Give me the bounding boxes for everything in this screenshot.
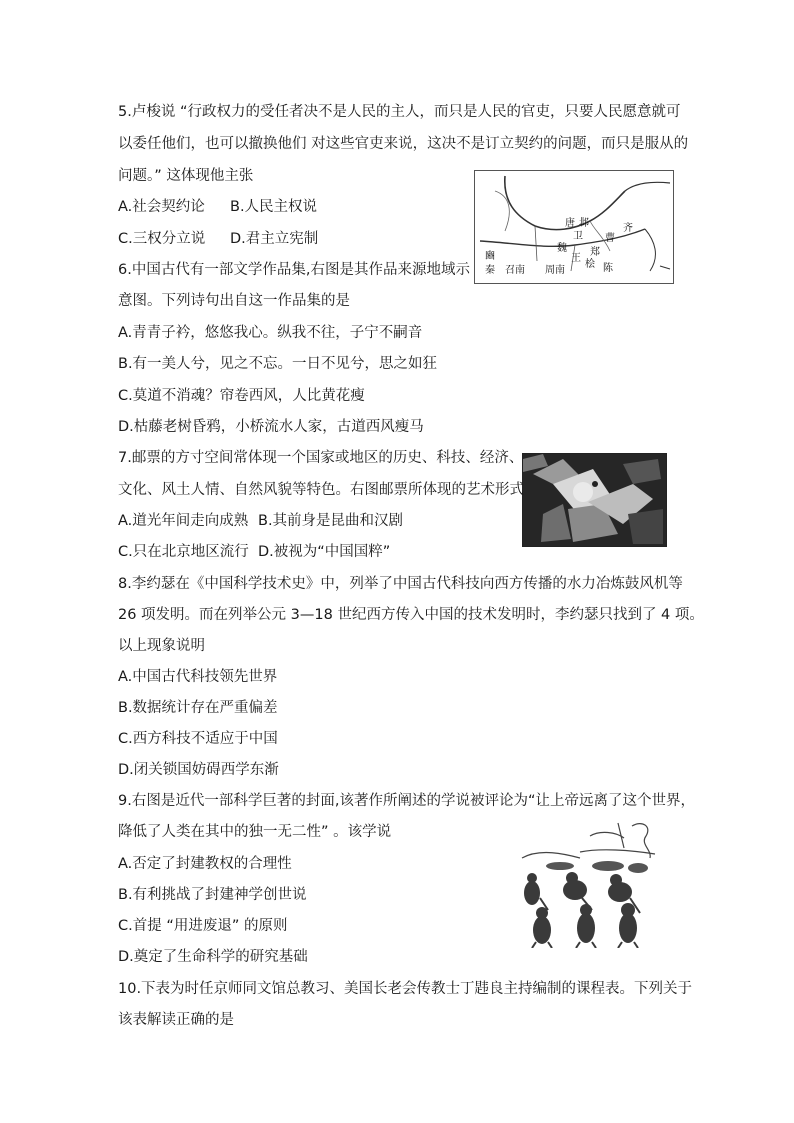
- q5-option-a: A.社会契约论: [118, 199, 205, 215]
- map-label-zhounan: 周南: [545, 265, 565, 276]
- q7-option-d: D.被视为“中国国粹”: [258, 544, 391, 560]
- q7-stamp-image: [522, 453, 667, 547]
- q6-map-figure: [474, 170, 674, 284]
- q7-option-c: C.只在北京地区流行: [118, 544, 249, 560]
- q7-stem-line-2: 文化、风土人情、自然风貌等特色。右图邮票所体现的艺术形式: [118, 482, 524, 498]
- q8-option-c: C.西方科技不适应于中国: [118, 731, 278, 747]
- q9-option-c: C.首提 “用进废退” 的原则: [118, 918, 288, 934]
- q7-options-row-1: [118, 511, 403, 531]
- q7-option-a: A.道光年间走向成熟: [118, 513, 249, 529]
- map-label-cao: 曹: [605, 233, 615, 244]
- q8-stem-line-2: 26 项发明。而在列举公元 3—18 世纪西方传入中国的技术发明时，李约瑟只找到了 4 项。: [118, 607, 704, 623]
- q10-stem-line-1: 10.下表为时任京师同文馆总教习、美国长老会传教士丁韪良主持编制的课程表。下列关于: [118, 981, 693, 997]
- q5-stem-line-2: 以委任他们，也可以撤换他们 对这些官吏来说，这决不是订立契约的问题，而只是服从的: [118, 136, 689, 152]
- q5-option-d: D.君主立宪制: [230, 231, 319, 247]
- q10-stem-line-2: 该表解读正确的是: [118, 1012, 234, 1028]
- q9-option-d: D.奠定了生命科学的研究基础: [118, 949, 308, 965]
- q5-options-row-1: [118, 197, 317, 217]
- q8-option-b: B.数据统计存在严重偏差: [118, 700, 278, 716]
- map-label-zheng: 郑: [590, 247, 600, 258]
- q9-option-a: A.否定了封建教权的合理性: [118, 856, 292, 872]
- map-label-wei: 魏: [557, 243, 567, 254]
- q9-option-b: B.有利挑战了封建神学创世说: [118, 887, 307, 903]
- q8-stem-line-1: 8.李约瑟在《中国科学技术史》中，列举了中国古代科技向西方传播的水力冶炼鼓风机等: [118, 576, 683, 592]
- q7-option-b: B.其前身是昆曲和汉剧: [258, 513, 404, 529]
- q7-options-row-2: [118, 542, 390, 562]
- map-label-bin: 豳: [485, 251, 495, 262]
- q6-option-b: B.有一美人兮，见之不忘。一日不见兮，思之如狂: [118, 356, 438, 372]
- q6-stem-line-2: 意图。下列诗句出自这一作品集的是: [118, 293, 350, 309]
- q9-stem-line-1: 9.右图是近代一部科学巨著的封面,该著作所阐述的学说被评论为“让上帝远离了这个世界，: [118, 793, 695, 809]
- map-label-qin: 秦: [485, 265, 495, 276]
- q6-stem-line-1: 6.中国古代有一部文学作品集,右图是其作品来源地域示: [118, 262, 470, 278]
- q6-option-a: A.青青子衿，悠悠我心。纵我不往，子宁不嗣音: [118, 325, 423, 341]
- q8-option-d: D.闭关锁国妨碍西学东渐: [118, 762, 279, 778]
- q8-option-a: A.中国古代科技领先世界: [118, 669, 278, 685]
- q7-stem-line-1: 7.邮票的方寸空间常体现一个国家或地区的历史、科技、经济、: [118, 450, 524, 466]
- q6-option-c: C.莫道不消魂？帘卷西风，人比黄花瘦: [118, 388, 365, 404]
- map-label-wang: 王: [571, 253, 581, 264]
- map-label-tang: 唐: [565, 218, 575, 229]
- q5-stem-line-1: 5.卢梭说 “行政权力的受任者决不是人民的主人，而只是人民的官吏，只要人民愿意就可: [118, 104, 681, 120]
- map-label-wei-state: 卫: [573, 231, 583, 242]
- q8-stem-line-3: 以上现象说明: [118, 638, 205, 654]
- map-label-qi: 齐: [623, 223, 633, 234]
- map-label-chen: 陈: [603, 263, 613, 274]
- q5-option-b: B.人民主权说: [230, 199, 318, 215]
- q9-stem-line-2: 降低了人类在其中的独一无二性” 。该学说: [118, 824, 392, 840]
- q5-option-c: C.三权分立说: [118, 231, 206, 247]
- q5-stem-line-3: 问题。” 这体现他主张: [118, 168, 254, 184]
- map-label-bei: 邶: [579, 218, 589, 229]
- q5-options-row-2: [118, 229, 318, 249]
- q9-book-cover-illustration: [520, 818, 662, 948]
- q6-option-d: D.枯藤老树昏鸦，小桥流水人家，古道西风瘦马: [118, 419, 424, 435]
- map-label-shaonan: 召南: [505, 265, 525, 276]
- map-label-kuai: 桧: [585, 259, 595, 270]
